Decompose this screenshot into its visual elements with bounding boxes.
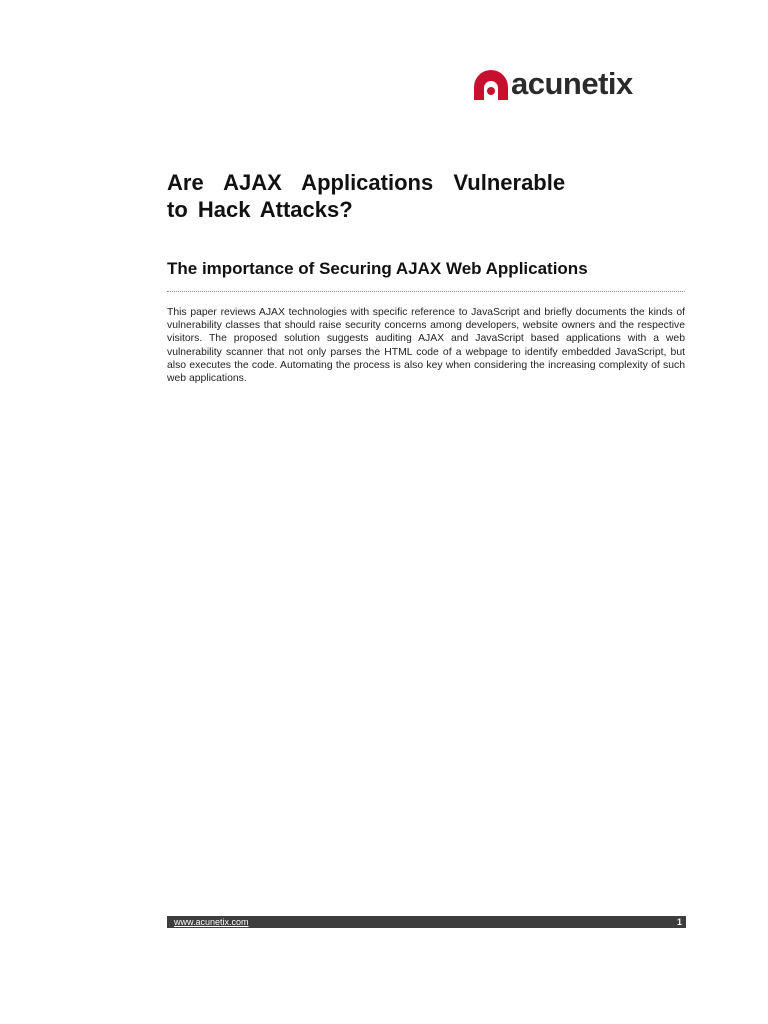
- acunetix-logo-icon: [472, 67, 510, 101]
- logo-wordmark: acunetix: [511, 66, 633, 101]
- page-footer: [167, 916, 686, 928]
- document-title: [167, 169, 727, 223]
- page-number: 1: [676, 917, 682, 927]
- acunetix-logo: [472, 66, 633, 102]
- document-title-line-2: to Hack Attacks?: [167, 197, 353, 222]
- document-title-line-1: Are AJAX Applications Vulnerable: [167, 170, 566, 195]
- dotted-divider: [167, 291, 685, 292]
- footer-url-link[interactable]: www.acunetix.com: [174, 917, 249, 927]
- document-subtitle: The importance of Securing AJAX Web Applications: [167, 259, 588, 278]
- abstract-paragraph: This paper reviews AJAX technologies with specific reference to JavaScript and briefly documents the kinds of vulnerability classes that should raise security concerns among developers, website owners and the respective visitors. The proposed solution suggests auditing AJAX and JavaScript based applications with a web vulnerability scanner that not only parses the HTML code of a webpage to identify embedded JavaScript, but also executes the code. Automating the process is also key when considering the increasing complexity of such web applications.: [167, 307, 685, 385]
